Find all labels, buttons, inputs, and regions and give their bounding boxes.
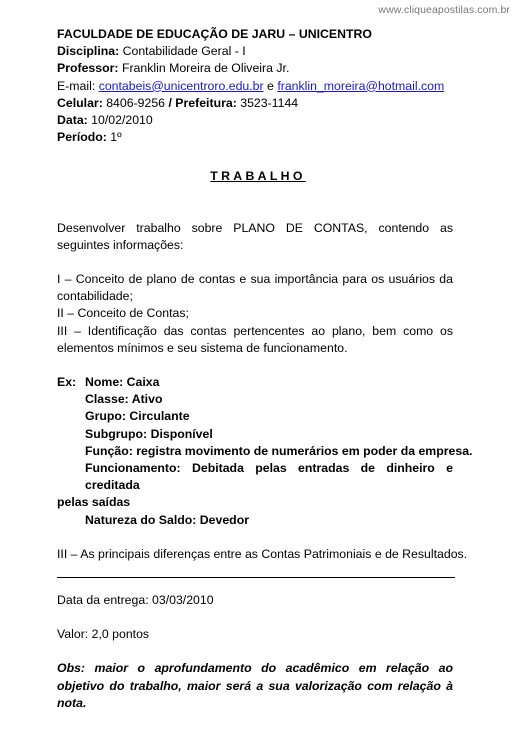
- item-1: I – Conceito de plano de contas e sua importância para os usuários da contabilidade;: [57, 272, 453, 304]
- delivery-date: Data da entrega: 03/03/2010: [57, 593, 214, 608]
- celular-value: 8406-9256: [106, 95, 166, 110]
- example-label: Ex:: [57, 375, 77, 390]
- email-separator: e: [267, 78, 274, 93]
- email-label: E-mail:: [57, 78, 96, 93]
- grade-value: Valor: 2,0 pontos: [57, 627, 150, 642]
- watermark: www.cliqueapostilas.com.br: [378, 4, 510, 16]
- email-line: [57, 78, 453, 95]
- example-block: [57, 374, 453, 391]
- periodo-line: [57, 129, 453, 146]
- professor-label: Professor:: [57, 61, 119, 76]
- item-3: III – Identificação das contas pertencentes ao plano, bem como os elementos mínimos e seu sistema de funcionamento.: [57, 323, 453, 355]
- celular-label: Celular:: [57, 95, 103, 110]
- periodo-label: Período:: [57, 130, 107, 145]
- email-link-institutional[interactable]: contabeis@unicentroro.edu.br: [98, 78, 264, 93]
- phone-separator: /: [168, 95, 172, 110]
- example-grupo: Grupo: Circulante: [85, 409, 190, 424]
- example-funcionamento-cont: pelas saídas: [57, 495, 131, 510]
- prefeitura-label: Prefeitura:: [175, 95, 237, 110]
- professor-line: [57, 60, 453, 77]
- example-funcao: Função: registra movimento de numerários em poder da empresa.: [85, 443, 473, 458]
- institution-heading: FACULDADE DE EDUCAÇÃO DE JARU – UNICENTRO: [57, 27, 372, 41]
- example-natureza: Natureza do Saldo: Devedor: [85, 512, 249, 527]
- item-4: III – As principais diferenças entre as Contas Patrimoniais e de Resultados.: [57, 546, 468, 561]
- professor-value: Franklin Moreira de Oliveira Jr.: [121, 61, 290, 76]
- example-funcionamento: Funcionamento: Debitada pelas entradas de dinheiro e creditada: [85, 461, 453, 493]
- phone-line: [57, 95, 453, 112]
- date-line: [57, 112, 453, 129]
- disciplina-value: Contabilidade Geral - I: [122, 44, 246, 59]
- observation-note: Obs: maior o aprofundamento do acadêmico em relação ao objetivo do trabalho, maior será a sua valorização com relação à nota.: [57, 661, 453, 710]
- email-link-personal[interactable]: franklin_moreira@hotmail.com: [277, 78, 445, 93]
- page-title: TRABALHO: [210, 169, 306, 184]
- intro-paragraph: Desenvolver trabalho sobre PLANO DE CONTAS, contendo as seguintes informações:: [57, 220, 453, 252]
- item-2: II – Conceito de Contas;: [57, 306, 189, 321]
- document-body: [57, 26, 473, 712]
- divider: [57, 577, 455, 578]
- example-subgrupo: Subgrupo: Disponível: [85, 426, 213, 441]
- example-classe: Classe: Ativo: [85, 392, 163, 407]
- prefeitura-value: 3523-1144: [240, 95, 299, 110]
- data-value: 10/02/2010: [91, 113, 153, 128]
- example-nome: Nome: Caixa: [85, 375, 160, 390]
- disciplina-label: Disciplina:: [57, 44, 120, 59]
- disciplina-line: [57, 43, 453, 60]
- data-label: Data:: [57, 113, 88, 128]
- periodo-value: 1º: [110, 130, 122, 145]
